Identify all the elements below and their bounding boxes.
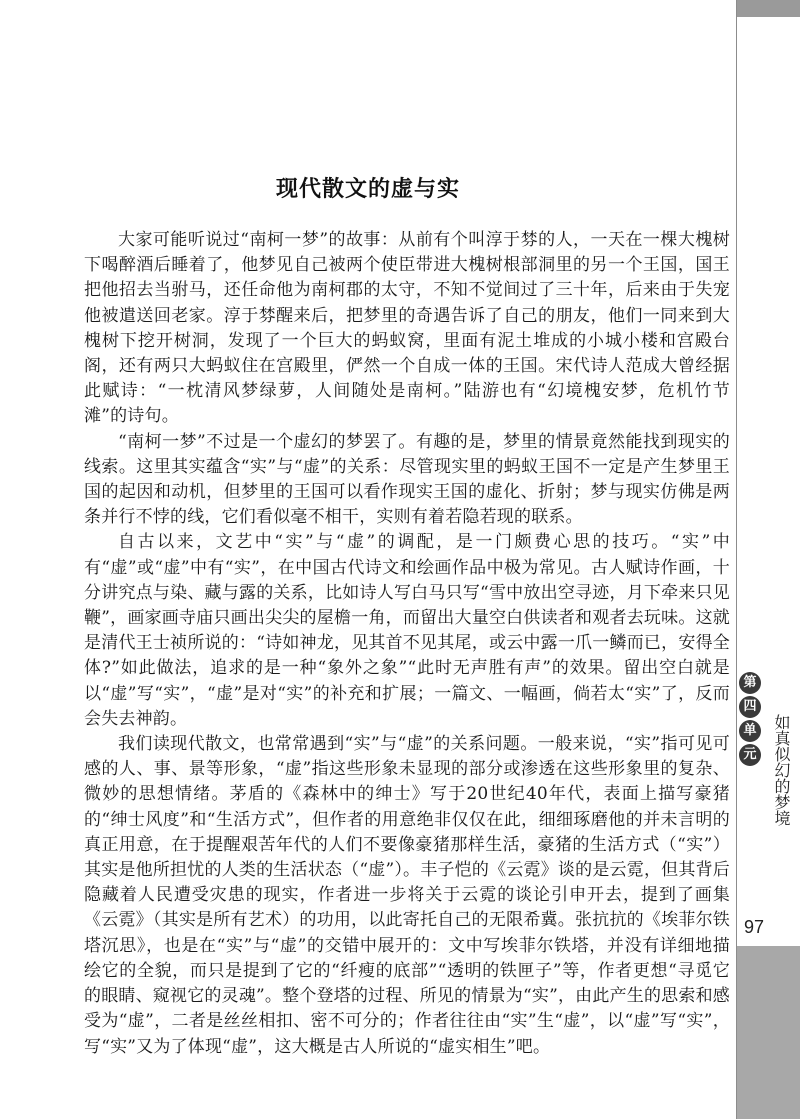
unit-badge-char: 元 [739, 744, 761, 766]
unit-badge-char: 单 [739, 720, 761, 742]
article-title: 现代散文的虚与实 [275, 175, 460, 202]
margin-strip [736, 0, 800, 1119]
page-number: 97 [744, 917, 765, 937]
margin-strip-bottom-tab [737, 946, 800, 1119]
paragraph: 大家可能听说过“南柯一梦”的故事：从前有个叫淳于棼的人，一天在一棵大槐树下喝醉酒后睡着了，他梦见自己被两个使臣带进大槐树根部洞里的另一个王国，国王把他招去当驸马，还任命他为南柯郡的太守，不知不觉间过了三十年，后来由于失宠他被遣送回老家。淳于棼醒来后，把梦里的奇遇告诉了自己的朋友，他们一同来到大槐树下挖开树洞，发现了一个巨大的蚂蚁窝，里面有泥土堆成的小城小楼和宫殿台阁，还有两只大蚂蚁住在宫殿里，俨然一个自成一体的王国。宋代诗人范成大曾经据此赋诗：“一枕清风梦绿萝，人间随处是南柯。”陆游也有“幻境槐安梦，危机竹节滩”的诗句。 [84, 230, 730, 427]
paragraph: 自古以来，文艺中“实”与“虚”的调配，是一门颇费心思的技巧。“实”中有“虚”或“虚”中有“实”，在中国古代诗文和绘画作品中极为常见。古人赋诗作画，十分讲究点与染、藏与露的关系，比如诗人写白马只写“雪中放出空寻迹，月下牵来只见鞭”，画家画寺庙只画出尖尖的屋檐一角，而留出大量空白供读者和观者去玩味。这就是清代王士祯所说的：“诗如神龙，见其首不见其尾，或云中露一爪一鳞而已，安得全体?”如此做法，追求的是一种“象外之象”“此时无声胜有声”的效果。留出空白就是以“虚”写“实”，“虚”是对“实”的补充和扩展；一篇文、一幅画，倘若太“实”了，反而会失去神韵。 [84, 532, 730, 729]
margin-strip-top-tab [737, 0, 800, 17]
unit-badge [738, 672, 762, 768]
paragraph: 我们读现代散文，也常常遇到“实”与“虚”的关系问题。一般来说，“实”指可见可感的人、事、景等形象，“虚”指这些形象未显现的部分或渗透在这些形象里的复杂、微妙的思想情绪。茅盾的《森林中的绅士》写于20世纪40年代，表面上描写豪猪的“绅士风度”和“生活方式”，但作者的用意绝非仅仅在此，细细琢磨他的并未言明的真正用意，在于提醒艰苦年代的人们不要像豪猪那样生活，豪猪的生活方式（“实”）其实是他所担忧的人类的生活状态（“虚”）。丰子恺的《云霓》谈的是云霓，但其背后隐藏着人民遭受灾患的现实，作者进一步将关于云霓的谈论引申开去，提到了画集《云霓》（其实是所有艺术）的功用，以此寄托自己的无限希冀。张抗抗的《埃菲尔铁塔沉思》，也是在“实”与“虚”的交错中展开的：文中写埃菲尔铁塔，并没有详细地描绘它的全貌，而只是提到了它的“纤瘦的底部”“透明的铁匣子”等，作者更想“寻觅它的眼睛、窥视它的灵魂”。整个登塔的过程、所见的情景为“实”，由此产生的思索和感受为“虚”，二者是丝丝相扣、密不可分的；作者往往由“实”生“虚”，以“虚”写“实”，写“实”又为了体现“虚”，这大概是古人所说的“虚实相生”吧。 [84, 734, 730, 1057]
paragraph: “南柯一梦”不过是一个虚幻的梦罢了。有趣的是，梦里的情景竟然能找到现实的线索。这里其实蕴含“实”与“虚”的关系：尽管现实里的蚂蚁王国不一定是产生梦里王国的起因和动机，但梦里的王国可以看作现实王国的虚化、折射；梦与现实仿佛是两条并行不悖的线，它们看似毫不相干，实则有着若隐若现的联系。 [84, 431, 730, 528]
unit-badge-char: 第 [739, 672, 761, 694]
article-body [84, 228, 730, 1060]
unit-title: 如真似幻的梦境 [772, 714, 791, 826]
unit-badge-char: 四 [739, 696, 761, 718]
